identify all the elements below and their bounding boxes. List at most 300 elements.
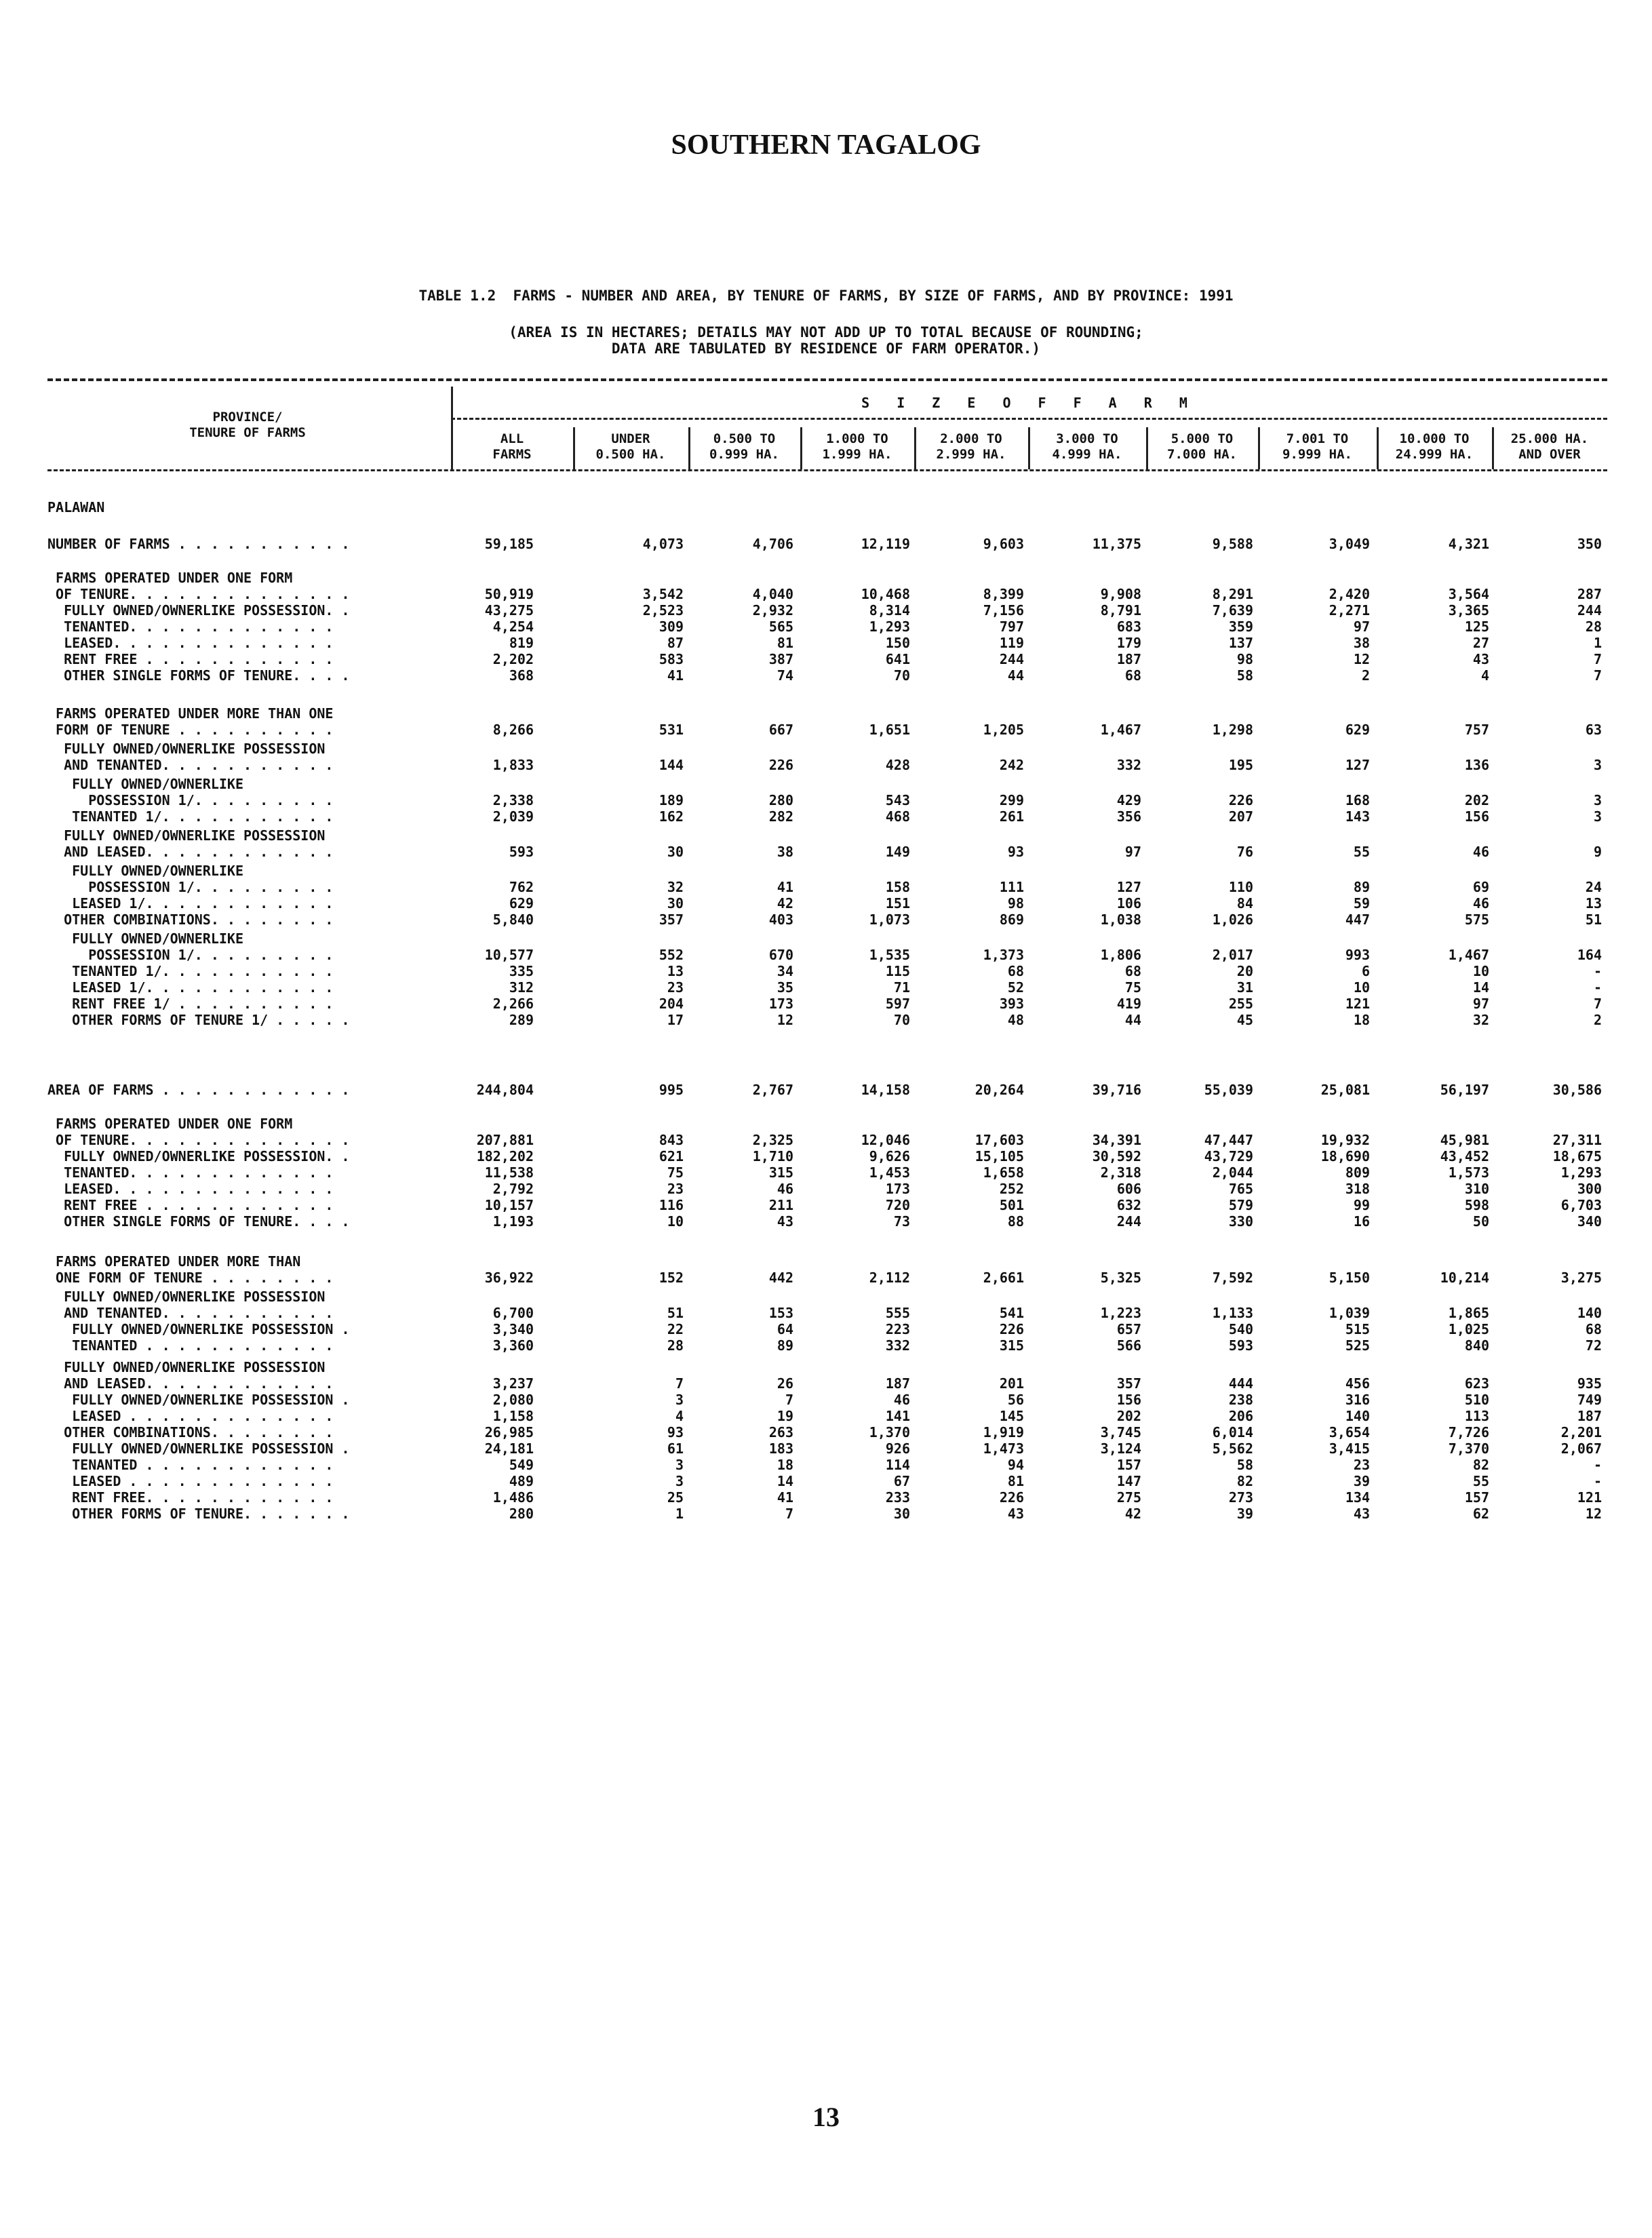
table-cell: 99	[1353, 1197, 1370, 1213]
table-cell: 68	[1124, 667, 1141, 684]
table-cell: 44	[1124, 1012, 1141, 1028]
table-cell: 153	[768, 1305, 793, 1321]
table-cell: 1,026	[1212, 911, 1253, 928]
table-cell: 43	[1353, 1506, 1370, 1522]
table-cell: 315	[768, 1164, 793, 1181]
table-cell: 134	[1345, 1489, 1370, 1506]
table-cell: 20	[1236, 963, 1253, 979]
table-cell: 27,311	[1552, 1132, 1602, 1148]
row-label: FULLY OWNED/OWNERLIKE POSSESSION	[47, 1289, 326, 1305]
table-cell: 26	[776, 1375, 793, 1392]
table-cell: 45,981	[1440, 1132, 1489, 1148]
table-cell: 32	[1472, 1012, 1489, 1028]
table-cell: 18	[776, 1457, 793, 1473]
table-cell: 819	[509, 635, 534, 651]
table-cell: 720	[885, 1197, 910, 1213]
table-cell: 28	[1585, 619, 1602, 635]
table-cell: 68	[1585, 1321, 1602, 1337]
table-cell: 797	[999, 619, 1024, 635]
table-cell: 17,603	[975, 1132, 1024, 1148]
column-divider	[1492, 427, 1494, 469]
table-cell: 10	[1353, 979, 1370, 996]
table-cell: 6,014	[1212, 1424, 1253, 1440]
table-cell: 110	[1228, 879, 1253, 895]
table-cell: 13	[667, 963, 684, 979]
table-cell: 137	[1228, 635, 1253, 651]
table-cell: 121	[1577, 1489, 1602, 1506]
row-label: FARMS OPERATED UNDER ONE FORM	[47, 1116, 293, 1132]
row-label: FULLY OWNED/OWNERLIKE POSSESSION .	[47, 1392, 350, 1408]
table-cell: 1,919	[983, 1424, 1024, 1440]
table-cell: 97	[1472, 996, 1489, 1012]
table-cell: 869	[999, 911, 1024, 928]
table-note-line-1: (AREA IS IN HECTARES; DETAILS MAY NOT ADD UP TO TOTAL BECAUSE OF ROUNDING;	[509, 324, 1143, 340]
table-cell: 359	[1228, 619, 1253, 635]
table-cell: 147	[1116, 1473, 1141, 1489]
header-bottom-rule	[47, 469, 1607, 471]
table-cell: 151	[885, 895, 910, 911]
table-cell: 19	[776, 1408, 793, 1424]
table-cell: 44	[1007, 667, 1024, 684]
table-cell: 1,806	[1100, 947, 1141, 963]
table-cell: 287	[1577, 586, 1602, 602]
table-cell: 7	[785, 1392, 793, 1408]
column-divider	[688, 427, 690, 469]
table-cell: 1,473	[983, 1440, 1024, 1457]
table-cell: 158	[885, 879, 910, 895]
table-cell: 173	[885, 1181, 910, 1197]
column-divider	[1258, 427, 1260, 469]
column-header-10: 25.000 HA. AND OVER	[1510, 431, 1589, 462]
column-header-7: 5.000 TO 7.000 HA.	[1167, 431, 1237, 462]
table-cell: 749	[1577, 1392, 1602, 1408]
table-cell: 187	[1116, 651, 1141, 667]
table-cell: 141	[885, 1408, 910, 1424]
column-header-2: UNDER 0.500 HA.	[595, 431, 666, 462]
table-cell: 629	[1345, 722, 1370, 738]
table-cell: 11,538	[484, 1164, 534, 1181]
table-cell: 993	[1345, 947, 1370, 963]
table-cell: 2,318	[1100, 1164, 1141, 1181]
row-label: TENANTED. . . . . . . . . . . . .	[47, 619, 334, 635]
column-divider	[1146, 427, 1148, 469]
table-cell: 489	[509, 1473, 534, 1489]
table-cell: 43,452	[1440, 1148, 1489, 1164]
row-label: FULLY OWNED/OWNERLIKE POSSESSION	[47, 741, 326, 757]
table-cell: 7,592	[1212, 1270, 1253, 1286]
column-divider	[1028, 427, 1030, 469]
table-cell: 76	[1236, 844, 1253, 860]
table-cell: 2,767	[752, 1082, 793, 1098]
table-cell: 13	[1585, 895, 1602, 911]
table-cell: 19,932	[1320, 1132, 1370, 1148]
row-label: TENANTED . . . . . . . . . . . .	[47, 1337, 334, 1354]
table-cell: 621	[658, 1148, 684, 1164]
table-cell: 515	[1345, 1321, 1370, 1337]
table-cell: 1,025	[1448, 1321, 1489, 1337]
table-cell: 2,080	[492, 1392, 534, 1408]
table-cell: 98	[1236, 651, 1253, 667]
table-cell: 1,293	[869, 619, 910, 635]
table-cell: 6	[1361, 963, 1370, 979]
table-cell: 226	[999, 1321, 1024, 1337]
table-cell: 173	[768, 996, 793, 1012]
table-cell: 428	[885, 757, 910, 773]
table-cell: 5,562	[1212, 1440, 1253, 1457]
row-label: AND TENANTED. . . . . . . . . . .	[47, 1305, 334, 1321]
table-cell: 46	[776, 1181, 793, 1197]
table-cell: 39	[1353, 1473, 1370, 1489]
table-cell: 59	[1353, 895, 1370, 911]
table-cell: 1,651	[869, 722, 910, 738]
table-cell: 89	[776, 1337, 793, 1354]
table-cell: 3,415	[1329, 1440, 1370, 1457]
table-cell: 549	[509, 1457, 534, 1473]
table-cell: 30	[667, 895, 684, 911]
table-top-rule	[47, 378, 1607, 381]
table-cell: 1,833	[492, 757, 534, 773]
table-cell: 30,586	[1552, 1082, 1602, 1098]
row-label: LEASED . . . . . . . . . . . . .	[47, 1473, 334, 1489]
table-cell: 144	[658, 757, 684, 773]
table-cell: 183	[768, 1440, 793, 1457]
table-cell: 2,792	[492, 1181, 534, 1197]
size-of-farm-header: S I Z E O F F A R M	[861, 395, 1197, 411]
table-cell: 56,197	[1440, 1082, 1489, 1098]
row-label: FARMS OPERATED UNDER MORE THAN	[47, 1253, 301, 1270]
table-cell: 670	[768, 947, 793, 963]
table-cell: 7	[785, 1506, 793, 1522]
table-cell: 765	[1228, 1181, 1253, 1197]
table-cell: 31	[1236, 979, 1253, 996]
table-cell: 30	[893, 1506, 910, 1522]
table-cell: 629	[509, 895, 534, 911]
table-cell: 501	[999, 1197, 1024, 1213]
table-cell: 140	[1577, 1305, 1602, 1321]
row-label: LEASED . . . . . . . . . . . . .	[47, 1408, 334, 1424]
table-cell: 9,588	[1212, 536, 1253, 552]
table-cell: 211	[768, 1197, 793, 1213]
table-cell: 10	[1472, 963, 1489, 979]
table-cell: 189	[658, 792, 684, 808]
table-cell: 12	[1353, 651, 1370, 667]
row-label: TENANTED 1/. . . . . . . . . . .	[47, 963, 334, 979]
table-cell: 8,791	[1100, 602, 1141, 619]
table-cell: 1,573	[1448, 1164, 1489, 1181]
table-cell: 12	[776, 1012, 793, 1028]
table-cell: 41	[776, 1489, 793, 1506]
table-cell: 4	[1480, 667, 1489, 684]
row-label: FULLY OWNED/OWNERLIKE POSSESSION. .	[47, 602, 350, 619]
table-cell: 140	[1345, 1408, 1370, 1424]
table-cell: 340	[1577, 1213, 1602, 1230]
table-cell: 9,908	[1100, 586, 1141, 602]
table-cell: 111	[999, 879, 1024, 895]
row-label: RENT FREE . . . . . . . . . . . .	[47, 651, 334, 667]
table-cell: 14	[776, 1473, 793, 1489]
table-cell: 226	[1228, 792, 1253, 808]
table-cell: 593	[509, 844, 534, 860]
table-cell: 273	[1228, 1489, 1253, 1506]
table-cell: 67	[893, 1473, 910, 1489]
table-cell: 335	[509, 963, 534, 979]
table-cell: 468	[885, 808, 910, 825]
table-cell: 14,158	[861, 1082, 910, 1098]
table-cell: 1	[1593, 635, 1602, 651]
column-divider	[1377, 427, 1379, 469]
table-cell: 667	[768, 722, 793, 738]
row-label: FULLY OWNED/OWNERLIKE	[47, 776, 243, 792]
table-cell: 226	[768, 757, 793, 773]
row-label: NUMBER OF FARMS . . . . . . . . . . .	[47, 536, 350, 552]
table-cell: 555	[885, 1305, 910, 1321]
table-cell: 45	[1236, 1012, 1253, 1028]
table-cell: 447	[1345, 911, 1370, 928]
table-cell: 2,420	[1329, 586, 1370, 602]
column-header-4: 1.000 TO 1.999 HA.	[822, 431, 892, 462]
table-cell: 3,124	[1100, 1440, 1141, 1457]
table-cell: 182,202	[476, 1148, 534, 1164]
table-cell: 187	[1577, 1408, 1602, 1424]
table-cell: 61	[667, 1440, 684, 1457]
table-cell: 7,639	[1212, 602, 1253, 619]
table-cell: 1,535	[869, 947, 910, 963]
table-cell: 51	[1585, 911, 1602, 928]
row-label: OTHER FORMS OF TENURE 1/ . . . . .	[47, 1012, 350, 1028]
table-cell: 121	[1345, 996, 1370, 1012]
row-label: AND TENANTED. . . . . . . . . . .	[47, 757, 334, 773]
table-cell: 7	[1593, 667, 1602, 684]
table-cell: 387	[768, 651, 793, 667]
table-cell: 68	[1124, 963, 1141, 979]
table-cell: 10,468	[861, 586, 910, 602]
table-cell: 12	[1585, 1506, 1602, 1522]
column-header-8: 7.001 TO 9.999 HA.	[1282, 431, 1352, 462]
table-cell: 541	[999, 1305, 1024, 1321]
table-cell: 843	[658, 1132, 684, 1148]
table-cell: 510	[1464, 1392, 1489, 1408]
table-cell: 32	[667, 879, 684, 895]
row-label: FARMS OPERATED UNDER ONE FORM	[47, 570, 293, 586]
table-cell: 23	[667, 979, 684, 996]
table-cell: 187	[885, 1375, 910, 1392]
table-cell: 809	[1345, 1164, 1370, 1181]
table-cell: 206	[1228, 1408, 1253, 1424]
table-cell: 566	[1116, 1337, 1141, 1354]
table-cell: -	[1593, 1473, 1602, 1489]
table-cell: 300	[1577, 1181, 1602, 1197]
table-cell: 3,237	[492, 1375, 534, 1392]
table-cell: 4,073	[642, 536, 684, 552]
table-cell: 1,073	[869, 911, 910, 928]
table-cell: 543	[885, 792, 910, 808]
table-cell: 289	[509, 1012, 534, 1028]
table-cell: 2,202	[492, 651, 534, 667]
table-cell: 156	[1116, 1392, 1141, 1408]
table-cell: 1,133	[1212, 1305, 1253, 1321]
table-cell: 935	[1577, 1375, 1602, 1392]
table-cell: 97	[1353, 619, 1370, 635]
row-label: RENT FREE. . . . . . . . . . . .	[47, 1489, 334, 1506]
table-cell: 84	[1236, 895, 1253, 911]
size-header-rule	[451, 418, 1607, 420]
table-cell: 1,293	[1560, 1164, 1602, 1181]
table-cell: 1,193	[492, 1213, 534, 1230]
table-cell: 330	[1228, 1213, 1253, 1230]
table-cell: 152	[658, 1270, 684, 1286]
table-cell: 926	[885, 1440, 910, 1457]
row-label: POSSESSION 1/. . . . . . . . .	[47, 879, 334, 895]
row-label: AND LEASED. . . . . . . . . . . .	[47, 844, 334, 860]
column-header-1: ALL FARMS	[492, 431, 532, 462]
table-cell: 332	[1116, 757, 1141, 773]
table-cell: 565	[768, 619, 793, 635]
table-cell: 1,205	[983, 722, 1024, 738]
table-cell: 318	[1345, 1181, 1370, 1197]
column-header-3: 0.500 TO 0.999 HA.	[709, 431, 779, 462]
table-cell: 1,223	[1100, 1305, 1141, 1321]
row-label: OF TENURE. . . . . . . . . . . . . .	[47, 1132, 350, 1148]
row-label: TENANTED . . . . . . . . . . . .	[47, 1457, 334, 1473]
table-cell: 315	[999, 1337, 1024, 1354]
table-cell: 282	[768, 808, 793, 825]
column-header-9: 10.000 TO 24.999 HA.	[1395, 431, 1474, 462]
table-cell: 156	[1464, 808, 1489, 825]
table-cell: 2,325	[752, 1132, 793, 1148]
table-cell: 244	[1577, 602, 1602, 619]
table-cell: 583	[658, 651, 684, 667]
table-cell: 20,264	[975, 1082, 1024, 1098]
table-cell: -	[1593, 1457, 1602, 1473]
row-label: FULLY OWNED/OWNERLIKE POSSESSION .	[47, 1321, 350, 1337]
table-cell: 46	[1472, 895, 1489, 911]
row-label: OF TENURE. . . . . . . . . . . . . .	[47, 586, 350, 602]
table-cell: 2,932	[752, 602, 793, 619]
table-cell: 312	[509, 979, 534, 996]
table-cell: 195	[1228, 757, 1253, 773]
table-cell: 207	[1228, 808, 1253, 825]
table-cell: 7,726	[1448, 1424, 1489, 1440]
table-cell: 1	[675, 1506, 684, 1522]
table-cell: 17	[667, 1012, 684, 1028]
table-cell: 540	[1228, 1321, 1253, 1337]
table-cell: 316	[1345, 1392, 1370, 1408]
row-label: FULLY OWNED/OWNERLIKE POSSESSION. .	[47, 1148, 350, 1164]
table-cell: 7	[1593, 996, 1602, 1012]
table-cell: 3	[1593, 808, 1602, 825]
table-cell: 2	[1593, 1012, 1602, 1028]
table-cell: 8,314	[869, 602, 910, 619]
row-label: FULLY OWNED/OWNERLIKE	[47, 863, 243, 879]
table-cell: 46	[893, 1392, 910, 1408]
table-cell: 1,467	[1448, 947, 1489, 963]
table-cell: 81	[1007, 1473, 1024, 1489]
table-cell: 299	[999, 792, 1024, 808]
table-cell: 207,881	[476, 1132, 534, 1148]
row-label: FARMS OPERATED UNDER MORE THAN ONE	[47, 705, 334, 722]
table-cell: 202	[1464, 792, 1489, 808]
row-label: LEASED. . . . . . . . . . . . . .	[47, 1181, 334, 1197]
table-cell: 26,985	[484, 1424, 534, 1440]
table-cell: 10,157	[484, 1197, 534, 1213]
table-cell: 35	[776, 979, 793, 996]
region-title: SOUTHERN TAGALOG	[671, 130, 981, 161]
table-cell: 683	[1116, 619, 1141, 635]
table-cell: 7,156	[983, 602, 1024, 619]
row-label: LEASED. . . . . . . . . . . . . .	[47, 635, 334, 651]
table-cell: 4,706	[752, 536, 793, 552]
row-label: ONE FORM OF TENURE . . . . . . . .	[47, 1270, 334, 1286]
column-divider	[451, 387, 453, 469]
table-cell: 70	[893, 1012, 910, 1028]
table-cell: 1,710	[752, 1148, 793, 1164]
table-cell: 149	[885, 844, 910, 860]
table-cell: 63	[1585, 722, 1602, 738]
table-cell: 125	[1464, 619, 1489, 635]
table-cell: 456	[1345, 1375, 1370, 1392]
table-cell: 8,399	[983, 586, 1024, 602]
table-cell: 51	[667, 1305, 684, 1321]
page-number: 13	[812, 2102, 840, 2132]
table-cell: 2,017	[1212, 947, 1253, 963]
row-label: FULLY OWNED/OWNERLIKE POSSESSION	[47, 827, 326, 844]
table-cell: 164	[1577, 947, 1602, 963]
table-cell: -	[1593, 963, 1602, 979]
table-cell: 16	[1353, 1213, 1370, 1230]
table-cell: 157	[1464, 1489, 1489, 1506]
table-cell: 2,039	[492, 808, 534, 825]
table-cell: 4,254	[492, 619, 534, 635]
table-cell: 1,453	[869, 1164, 910, 1181]
table-cell: 244,804	[476, 1082, 534, 1098]
table-cell: 244	[999, 651, 1024, 667]
table-cell: 1,865	[1448, 1305, 1489, 1321]
table-cell: 43,729	[1204, 1148, 1253, 1164]
table-cell: 71	[893, 979, 910, 996]
table-cell: 42	[776, 895, 793, 911]
stub-header: PROVINCE/ TENURE OF FARMS	[189, 410, 306, 440]
table-cell: 145	[999, 1408, 1024, 1424]
table-cell: 39	[1236, 1506, 1253, 1522]
table-cell: 3	[675, 1473, 684, 1489]
table-cell: 43	[1472, 651, 1489, 667]
table-cell: 2	[1361, 667, 1370, 684]
column-divider	[800, 427, 802, 469]
table-cell: 309	[658, 619, 684, 635]
table-cell: 332	[885, 1337, 910, 1354]
table-cell: 28	[667, 1337, 684, 1354]
table-cell: 55	[1472, 1473, 1489, 1489]
table-cell: 12,119	[861, 536, 910, 552]
table-cell: 38	[776, 844, 793, 860]
table-cell: 22	[667, 1321, 684, 1337]
table-cell: 87	[667, 635, 684, 651]
table-cell: 393	[999, 996, 1024, 1012]
table-cell: 255	[1228, 996, 1253, 1012]
table-cell: 69	[1472, 879, 1489, 895]
table-cell: 2,523	[642, 602, 684, 619]
table-cell: 119	[999, 635, 1024, 651]
table-cell: 48	[1007, 1012, 1024, 1028]
table-cell: 43	[776, 1213, 793, 1230]
table-cell: 1,039	[1329, 1305, 1370, 1321]
table-cell: 12,046	[861, 1132, 910, 1148]
table-cell: 8,266	[492, 722, 534, 738]
table-cell: 444	[1228, 1375, 1253, 1392]
table-cell: 94	[1007, 1457, 1024, 1473]
table-cell: 357	[1116, 1375, 1141, 1392]
table-cell: 89	[1353, 879, 1370, 895]
